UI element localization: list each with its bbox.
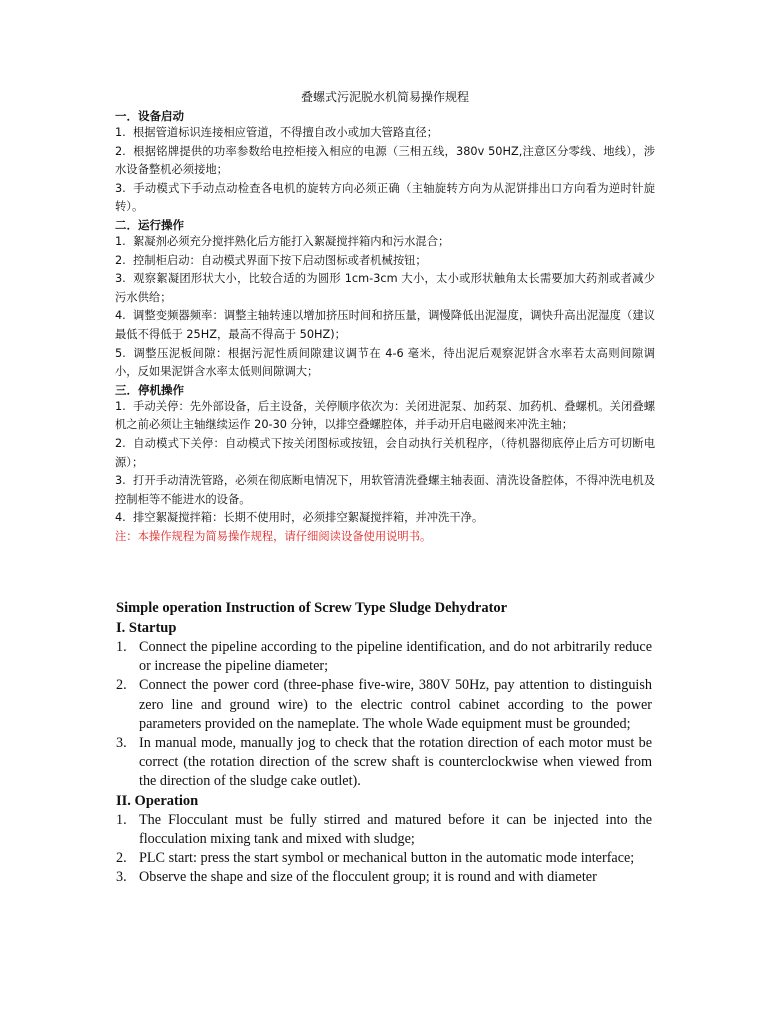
- list-item: 1. Connect the pipeline according to the pipeline identification, and do not arbitrarily reduce or increase the pipeline diameter;: [116, 639, 652, 675]
- list-item: 4. 排空絮凝搅拌箱：长期不使用时，必须排空絮凝搅拌箱，并冲洗干净。: [115, 511, 484, 525]
- cn-section-heading: 三．停机操作: [115, 382, 184, 397]
- list-item: 1. 手动关停：先外部设备，后主设备，关停顺序依次为：关闭进泥泵、加药泵、加药机、叠螺机。关闭叠螺机之前必须让主轴继续运作 20-30 分钟，以排空叠螺腔体，并手动开启电磁阀来冲洗主轴；: [115, 399, 655, 432]
- list-item: 2. 自动模式下关停：自动模式下按关闭图标或按钮，会自动执行关机程序，（待机器彻底停止后方可切断电源）；: [115, 436, 655, 469]
- en-section-startup: [116, 619, 652, 792]
- cn-note: 注：本操作规程为简易操作规程，请仔细阅读设备使用说明书。: [115, 529, 432, 543]
- list-item: 3. In manual mode, manually jog to check that the rotation direction of each motor must be correct (the rotation direction of the screw shaft is counterclockwise when viewed from the direction of the sludge cake outlet).: [116, 735, 652, 790]
- list-item: 5. 调整压泥板间隙：根据污泥性质间隙建议调节在 4-6 毫米，待出泥后观察泥饼含水率若太高则间隙调小，反如果泥饼含水率太低则间隙调大；: [115, 346, 655, 379]
- en-startup-list: [116, 638, 652, 792]
- en-operation-list: [116, 811, 652, 888]
- cn-shutdown-list: [115, 398, 655, 528]
- list-item: 4. 调整变频器频率：调整主轴转速以增加挤压时间和挤压量，调慢降低出泥湿度，调快升高出泥湿度（建议最低不得低于 25HZ，最高不得高于 50HZ)；: [115, 309, 655, 341]
- list-item: 1. 根据管道标识连接相应管道，不得擅自改小或加大管路直径；: [115, 126, 439, 139]
- list-item: 2. Connect the power cord (three-phase five-wire, 380V 50Hz, pay attention to distinguish zero line and ground wire) to the electric control cabinet according to the power parameters provided on the nameplate. The whole Wade equipment must be grounded;: [116, 677, 652, 732]
- cn-section-operation: [115, 217, 655, 382]
- list-item: 3. 观察絮凝团形状大小，比较合适的为圆形 1cm-3cm 大小，太小或形状触角太长需要加大药剂或者减少污水供给；: [115, 272, 655, 304]
- list-item: 2. 根据铭牌提供的功率参数给电控柜接入相应的电源（三相五线，380v 50HZ,注意区分零线、地线），涉水设备整机必须接地；: [115, 144, 655, 177]
- list-item: 1. The Flocculant must be fully stirred and matured before it can be injected into the flocculation mixing tank and mixed with sludge;: [116, 811, 652, 847]
- chinese-section: [115, 89, 655, 546]
- en-document-title: Simple operation Instruction of Screw Type Sludge Dehydrator: [116, 600, 508, 616]
- cn-section-startup: [115, 108, 655, 217]
- en-section-operation: [116, 792, 652, 888]
- cn-operation-list: [115, 233, 655, 382]
- en-section-heading: I. Startup: [116, 620, 177, 636]
- cn-section-shutdown: [115, 382, 655, 528]
- list-item: 3. 手动模式下手动点动检查各电机的旋转方向必须正确（主轴旋转方向为从泥饼排出口方向看为逆时针旋转）。: [115, 181, 655, 214]
- cn-section-heading: 二．运行操作: [115, 217, 184, 232]
- list-item: 2. 控制柜启动：自动模式界面下按下启动图标或者机械按钮；: [115, 253, 427, 267]
- list-item: 2. PLC start: press the start symbol or mechanical button in the automatic mode interface;: [116, 850, 635, 867]
- cn-document-title: 叠螺式污泥脱水机简易操作规程: [300, 90, 469, 104]
- cn-section-heading: 一．设备启动: [115, 109, 184, 123]
- english-section: [116, 598, 652, 887]
- list-item: 3. 打开手动清洗管路，必须在彻底断电情况下，用软管清洗叠螺主轴表面、清洗设备腔体，不得冲洗电机及控制柜等不能进水的设备。: [115, 474, 655, 506]
- cn-startup-list: [115, 124, 655, 217]
- en-section-heading: II. Operation: [116, 792, 199, 809]
- list-item: 1. 絮凝剂必须充分搅拌熟化后方能打入絮凝搅拌箱内和污水混合；: [115, 234, 450, 248]
- list-item: 3. Observe the shape and size of the flocculent group; it is round and with diameter: [116, 869, 597, 886]
